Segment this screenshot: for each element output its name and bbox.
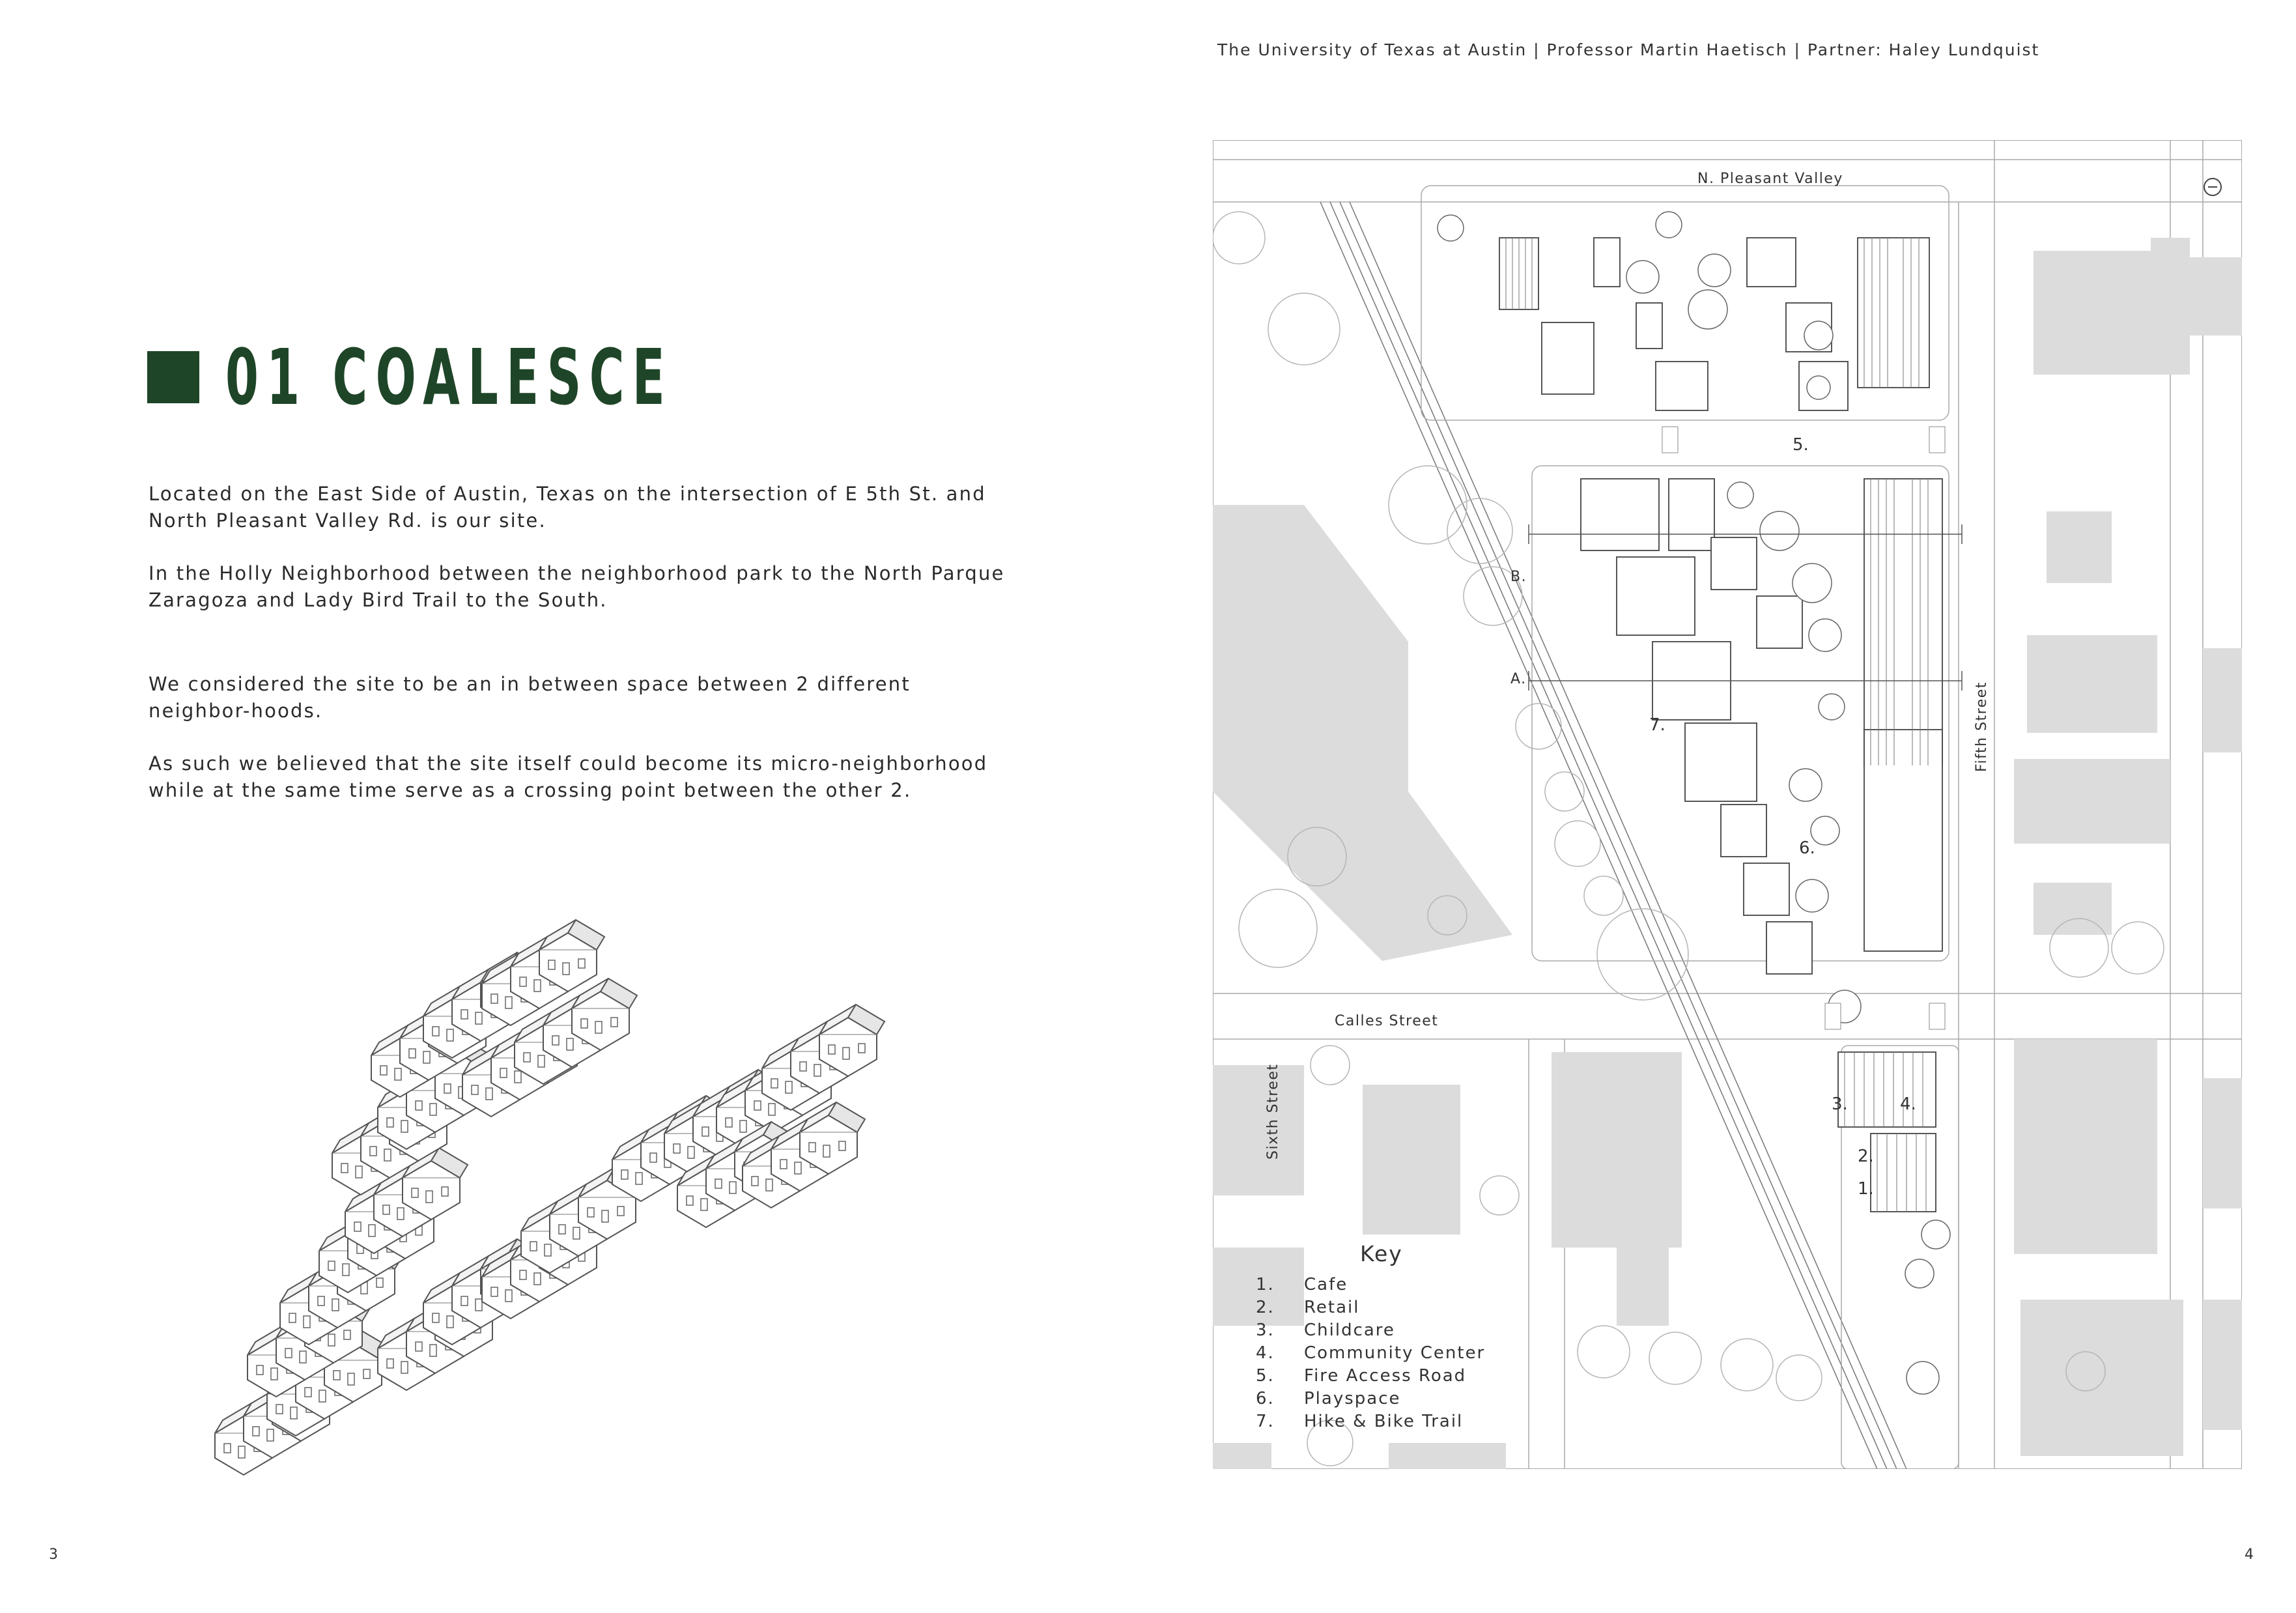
map-num-fire-road: 5. [1793,435,1809,455]
key-item [1256,1389,1485,1412]
section-title [147,332,947,422]
right-page [1148,0,2296,1613]
key-item-num: 2. [1256,1298,1275,1317]
key-item [1256,1298,1485,1320]
key-item-label: Fire Access Road [1304,1366,1467,1386]
key-item-num: 3. [1256,1320,1275,1340]
map-num-community: 4. [1900,1094,1916,1114]
key-item-num: 6. [1256,1389,1275,1408]
key-item-num: 1. [1256,1275,1275,1294]
paragraph-3: We considered the site to be an in between space between 2 different neighbor-hoods. [149,673,911,722]
key-item-label: Cafe [1304,1275,1348,1294]
title-square-icon [147,351,199,403]
section-label-b: B. [1510,569,1527,585]
map-num-childcare: 3. [1832,1094,1848,1114]
axonometric-drawing [208,912,951,1498]
page-number-left: 3 [49,1547,58,1563]
street-label-fifth: Fifth Street [1974,681,1990,772]
key-item [1256,1275,1485,1298]
paragraph-1: Located on the East Side of Austin, Texas on the intersection of E 5th St. and North Pleasant Valley Rd. is our site. [149,483,986,532]
map-num-retail: 2. [1858,1147,1874,1166]
key-item [1256,1343,1485,1366]
key-item [1256,1366,1485,1389]
section-label-a: A. [1510,671,1527,687]
street-label-sixth: Sixth Street [1265,1063,1281,1160]
header-credits: The University of Texas at Austin | Professor Martin Haetisch | Partner: Haley Lundquist [1217,40,2040,59]
page-number-right: 4 [2245,1547,2254,1563]
paragraph-2: In the Holly Neighborhood between the neighborhood park to the North Parque Zaragoza and Lady Bird Trail to the South. [149,562,1005,611]
paragraph-4: As such we believed that the site itself could become its micro-neighborhood while at the same time serve as a crossing point between the other 2. [149,752,988,801]
key-item-num: 5. [1256,1366,1275,1386]
street-label-calles: Calles Street [1335,1013,1439,1029]
key-item [1256,1412,1485,1435]
map-num-cafe: 1. [1858,1179,1874,1199]
key-item-label: Hike & Bike Trail [1304,1412,1464,1431]
key-item-label: Retail [1304,1298,1360,1317]
key-title: Key [1360,1241,1403,1266]
key-item [1256,1320,1485,1343]
key-item-num: 4. [1256,1343,1275,1363]
key-list [1256,1275,1485,1435]
key-item-label: Childcare [1304,1320,1395,1340]
key-item-label: Playspace [1304,1389,1401,1408]
key-item-num: 7. [1256,1412,1275,1431]
map-num-trail: 7. [1649,715,1665,735]
page-title: 01 COALESCE [225,332,673,422]
map-num-playspace: 6. [1799,838,1815,858]
key-item-label: Community Center [1304,1343,1486,1363]
street-label-north: N. Pleasant Valley [1697,171,1843,187]
site-plan [1213,140,2242,1469]
